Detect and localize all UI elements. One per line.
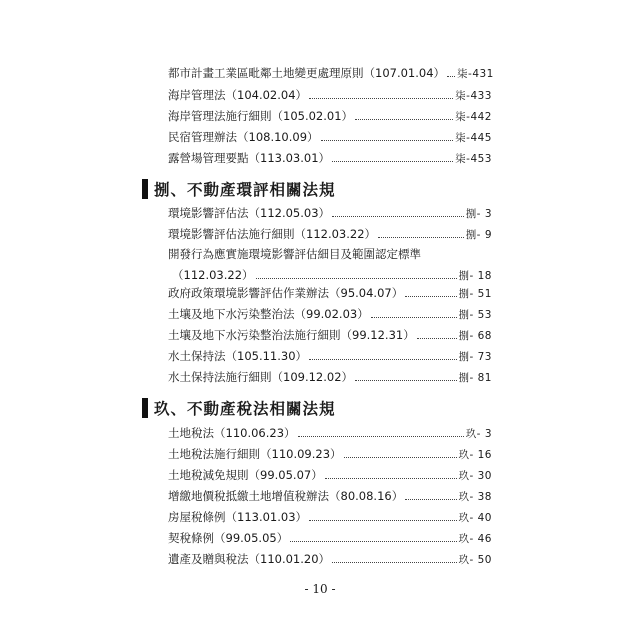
- entry-title: 環境影響評估法施行細則（112.03.22）: [168, 227, 377, 241]
- entry-page: 捌- 9: [465, 229, 492, 241]
- entry-page: 柒-433: [455, 90, 492, 102]
- entry-page: 捌- 3: [465, 208, 492, 220]
- leader-dots: [256, 264, 457, 279]
- page-number: - 10 -: [304, 582, 336, 596]
- leader-dots: [321, 126, 454, 141]
- entry-page: 玖- 3: [465, 428, 492, 440]
- entry-page: 捌- 68: [458, 330, 492, 342]
- entry-title: 土地稅減免規則（99.05.07）: [168, 468, 323, 482]
- toc-entry[interactable]: [168, 105, 492, 125]
- heading-bar-marker: [142, 398, 148, 418]
- entry-page: 柒-453: [455, 153, 492, 165]
- entry-title: 房屋稅條例（113.01.03）: [168, 510, 308, 524]
- toc-entry[interactable]: [168, 202, 492, 222]
- toc-entry[interactable]: [168, 548, 492, 568]
- entry-title: 都市計畫工業區毗鄰土地變更處理原則（107.01.04）: [168, 66, 446, 80]
- entry-title: 增繳地價稅抵繳土地增值稅辦法（80.08.16）: [168, 489, 404, 503]
- entry-title: 海岸管理法（104.02.04）: [168, 88, 308, 102]
- entry-page: 玖- 40: [458, 512, 492, 524]
- entry-page: 捌- 18: [458, 270, 492, 282]
- entry-title: 露營場管理要點（113.03.01）: [168, 151, 331, 165]
- toc-entry[interactable]: [168, 464, 492, 484]
- entry-title: 政府政策環境影響評估作業辦法（95.04.07）: [168, 286, 404, 300]
- entry-page: 柒-442: [455, 111, 492, 123]
- leader-dots: [378, 223, 464, 238]
- leader-dots: [405, 485, 456, 500]
- leader-dots: [371, 303, 457, 318]
- entry-page: 玖- 16: [458, 449, 492, 461]
- entry-page: 捌- 51: [458, 288, 492, 300]
- entry-page: 柒-445: [455, 132, 492, 144]
- toc-entry[interactable]: [168, 506, 492, 526]
- entry-page: 玖- 46: [458, 533, 492, 545]
- entry-title: 環境影響評估法（112.05.03）: [168, 206, 331, 220]
- leader-dots: [332, 548, 456, 563]
- entry-title: 遺產及贈與稅法（110.01.20）: [168, 552, 331, 566]
- entry-page: 玖- 50: [458, 554, 492, 566]
- toc-entry[interactable]: [168, 527, 492, 547]
- section-title: 捌、不動產環評相關法規: [154, 180, 336, 199]
- toc-entry[interactable]: [168, 244, 492, 284]
- toc-entry[interactable]: [168, 147, 492, 167]
- toc-entry[interactable]: [168, 303, 492, 323]
- leader-dots: [325, 464, 457, 479]
- leader-dots: [405, 282, 456, 297]
- toc-entry[interactable]: [168, 223, 492, 243]
- entry-title: 海岸管理法施行細則（105.02.01）: [168, 109, 354, 123]
- entry-title-line1: 開發行為應實施環境影響評估細目及範圍認定標準: [168, 247, 421, 261]
- entry-title: 土壤及地下水污染整治法（99.02.03）: [168, 307, 369, 321]
- toc-entry[interactable]: [168, 126, 492, 146]
- entry-page: 捌- 81: [458, 372, 492, 384]
- toc-entry[interactable]: [168, 443, 492, 463]
- leader-dots: [344, 443, 457, 458]
- entry-title: 土壤及地下水污染整治法施行細則（99.12.31）: [168, 328, 415, 342]
- entry-title: 水土保持法（105.11.30）: [168, 349, 308, 363]
- toc-entry[interactable]: [168, 62, 492, 82]
- section-title: 玖、不動產稅法相關法規: [154, 399, 336, 418]
- heading-bar-marker: [142, 179, 148, 199]
- entry-title: 土地稅法（110.06.23）: [168, 426, 296, 440]
- entry-title: （112.03.22）: [172, 268, 254, 282]
- leader-dots: [355, 366, 456, 381]
- toc-entry[interactable]: [168, 282, 492, 302]
- toc-entry[interactable]: [168, 422, 492, 442]
- entry-page: 玖- 38: [458, 491, 492, 503]
- leader-dots: [309, 506, 456, 521]
- entry-page: 玖- 30: [458, 470, 492, 482]
- toc-entry[interactable]: [168, 324, 492, 344]
- leader-dots: [447, 62, 455, 77]
- entry-title: 土地稅法施行細則（110.09.23）: [168, 447, 342, 461]
- leader-dots: [355, 105, 453, 120]
- leader-dots: [417, 324, 457, 339]
- toc-entry[interactable]: [168, 366, 492, 386]
- toc-entry[interactable]: [168, 485, 492, 505]
- leader-dots: [290, 527, 456, 542]
- entry-page: 捌- 73: [458, 351, 492, 363]
- leader-dots: [332, 202, 464, 217]
- leader-dots: [332, 147, 453, 162]
- section-heading-environmental: [142, 177, 336, 201]
- entry-page: 捌- 53: [458, 309, 492, 321]
- leader-dots: [309, 84, 453, 99]
- leader-dots: [298, 422, 464, 437]
- entry-title: 契稅條例（99.05.05）: [168, 531, 289, 545]
- section-heading-tax: [142, 396, 336, 420]
- entry-title: 水土保持法施行細則（109.12.02）: [168, 370, 354, 384]
- leader-dots: [309, 345, 456, 360]
- entry-title: 民宿管理辦法（108.10.09）: [168, 130, 319, 144]
- entry-page: 柒-431: [457, 68, 494, 80]
- toc-entry[interactable]: [168, 345, 492, 365]
- toc-entry[interactable]: [168, 84, 492, 104]
